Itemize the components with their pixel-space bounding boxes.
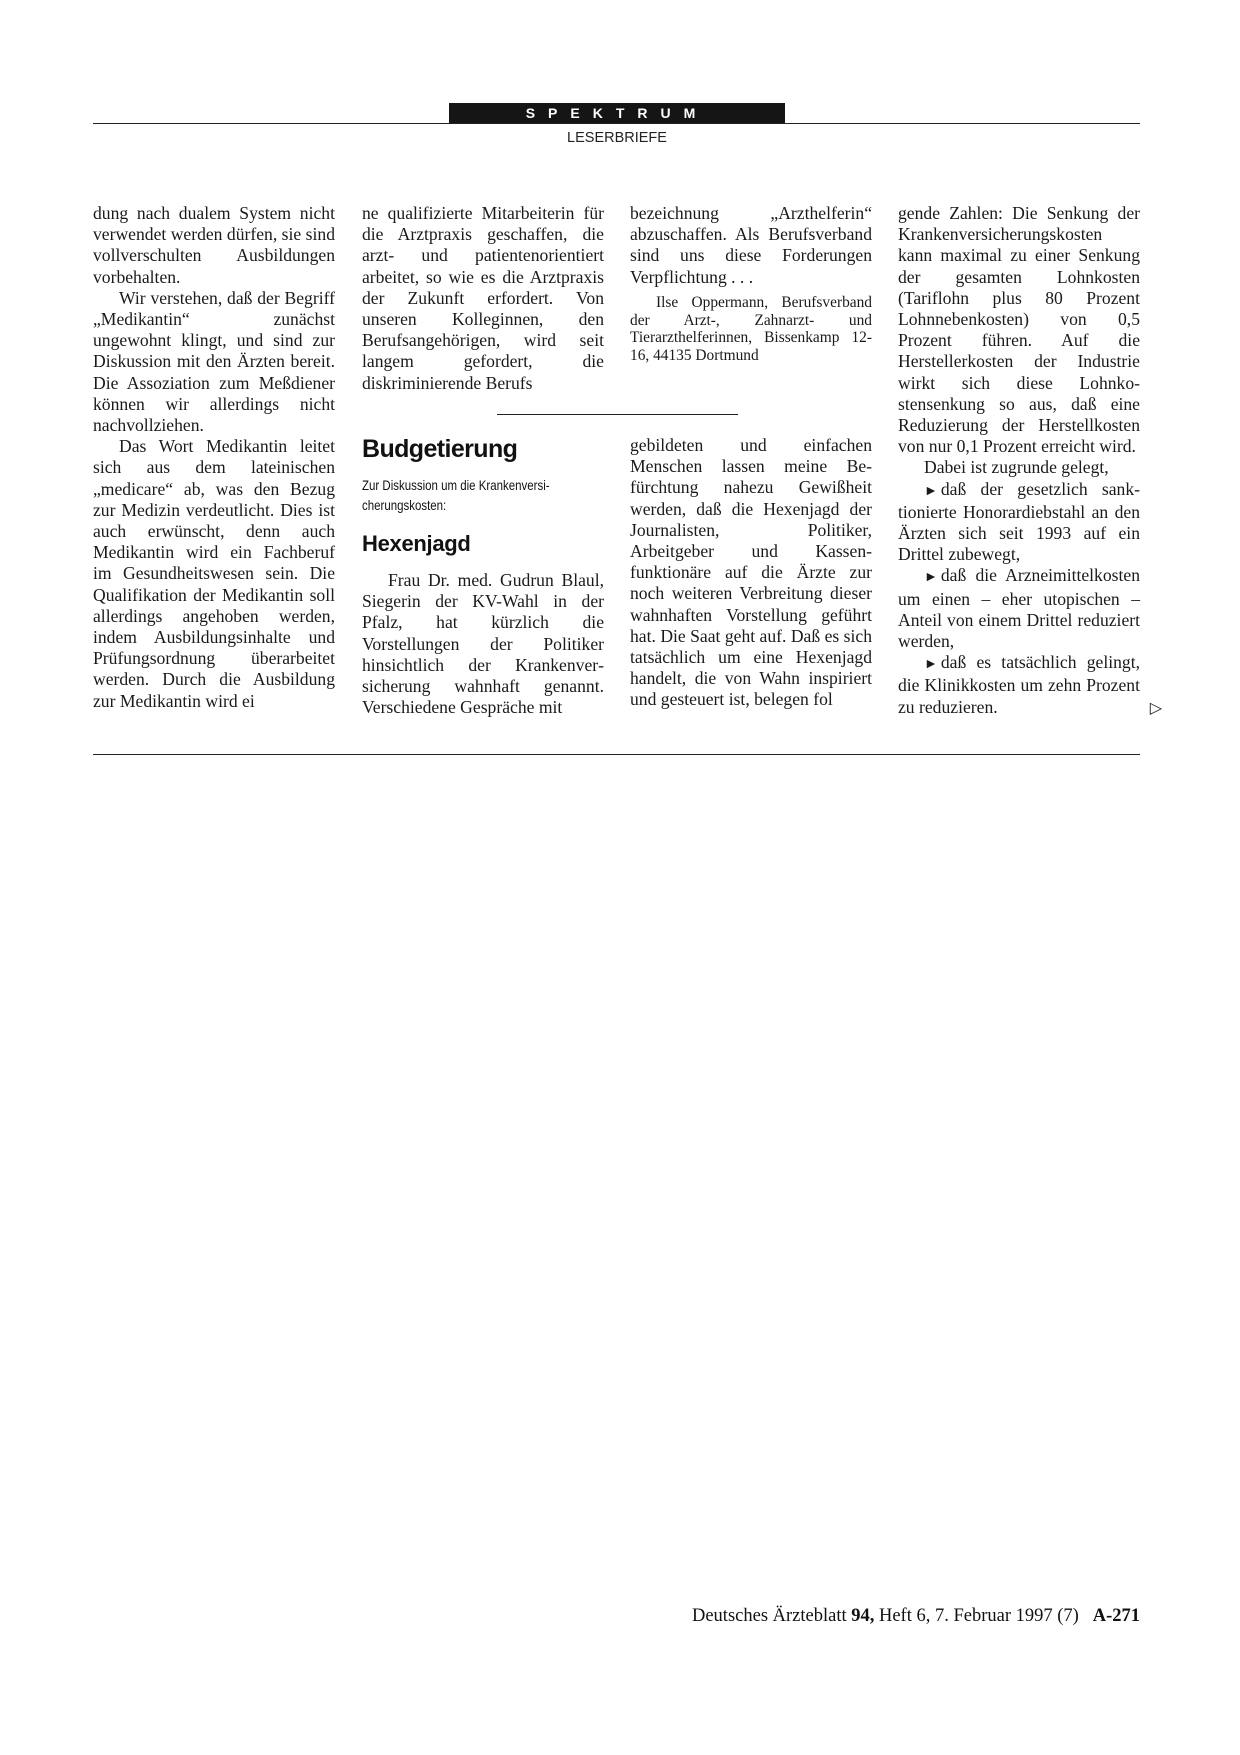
column-3-bottom xyxy=(630,435,872,711)
bullet-item xyxy=(898,652,1162,718)
bullet-item xyxy=(898,565,1140,652)
continued-triangle-icon: ▷ xyxy=(1149,697,1162,717)
column-2-top xyxy=(362,203,604,394)
paragraph: Das Wort Medikantin leitet sich aus dem lateinischen „medicare“ ab, was den Bezug zur Medizin verdeutlicht. Dies ist auch erwünscht, denn auch Medikantin wird ein Fachberuf im Gesundheitswesen sein. Die Qualifikation der Medikantin soll allerdings angehoben werden, indem Ausbildungsinhalte und Prüfungsordnung überarbeitet werden. Durch die Ausbildung zur Medikantin wird ei xyxy=(93,436,335,711)
article-kicker: Zur Diskussion um die Krankenversicherungskosten: xyxy=(362,477,550,513)
volume-number: 94, xyxy=(851,1606,875,1626)
journal-name: Deutsches Ärzteblatt xyxy=(691,1606,847,1626)
bullet-arrow-icon: ► xyxy=(924,483,938,499)
bullet-text: daß der gesetzlich sanktionierte Honorardiebstahl an den Ärzten sich seit 1993 auf ein Drittel zubewegt, xyxy=(898,478,1140,565)
bottom-rule xyxy=(93,754,1140,755)
letter-title: Hexenjagd xyxy=(362,531,471,556)
bullet-arrow-icon: ► xyxy=(924,657,938,673)
paragraph: Dabei ist zugrunde gelegt, xyxy=(924,457,1109,478)
paragraph: Wir verstehen, daß der Begriff „Medikantin“ zunächst ungewohnt klingt, und sind zur Diskussion mit den Ärzten bereit. Die Assoziation zum Meßdiener können wir allerdings nicht nachvollziehen. xyxy=(93,287,335,436)
header-rule xyxy=(93,123,1140,124)
bullet-text: daß die Arzneimittelkosten um einen – eher utopischen – Anteil von einem Drittel reduziert werden, xyxy=(898,565,1140,652)
column-3-top xyxy=(630,203,872,365)
article-budgetierung xyxy=(362,435,604,718)
paragraph: gebildeten und einfachen Menschen lassen meine Befürchtung nahezu Gewißheit werden, daß die Hexenjagd der Journalisten, Politiker, Arbeitgeber und Kassenfunktionäre auf die Ärzte zur noch weiteren Verbreitung dieser wahnhaften Vorstellung geführt hat. Die Saat geht auf. Daß es sich tatsächlich um eine Hexenjagd handelt, die von Wahn inspiriert und gesteuert ist, belegen fol xyxy=(630,435,872,710)
bullet-arrow-icon: ► xyxy=(924,570,938,586)
issue-info: Heft 6, 7. Februar 1997 (7) xyxy=(878,1606,1079,1626)
paragraph: gende Zahlen: Die Senkung der Krankenversicherungskosten kann maximal zu einer Senkung der gesamten Lohnkosten (Tariflohn plus 80 Prozent Lohnnebenkosten) von 0,5 Prozent führen. Auf die Herstellerkosten der Industrie wirkt sich diese Lohnkostensenkung so aus, daß eine Reduzierung der Herstellkosten von nur 0,1 Prozent erreicht wird. xyxy=(898,203,1140,457)
page-footer xyxy=(560,1606,1140,1627)
column-1 xyxy=(93,203,335,712)
paragraph: Frau Dr. med. Gudrun Blaul, Siegerin der KV-Wahl in der Pfalz, hat kürzlich die Vorstellungen der Politiker hinsichtlich der Krankenversicherung wahnhaft genannt. Verschiedene Gespräche mit xyxy=(362,570,604,718)
paragraph: bezeichnung „Arzthelferin“ abzuschaffen. Als Berufsverband sind uns diese Forderungen Verpflichtung . . . xyxy=(630,203,872,287)
article-title: Budgetierung xyxy=(362,435,518,463)
paragraph: ne qualifizierte Mitarbeiterin für die Arztpraxis geschaffen, die arzt- und patientenorientiert arbeitet, so wie es die Arztpraxis der Zukunft erfordert. Von unseren Kolleginnen, den Berufsangehörigen, wird seit langem gefordert, die diskriminierende Berufs xyxy=(362,203,604,393)
letter-signature: Ilse Oppermann, Berufsverband der Arzt-, Zahnarzt- und Tierarzthelferinnen, Bissenkamp 12-16, 44135 Dortmund xyxy=(630,293,872,365)
bullet-item xyxy=(898,479,1140,566)
section-subtitle: LESERBRIEFE xyxy=(567,130,667,146)
column-4 xyxy=(898,203,1162,718)
page-number: A-271 xyxy=(1092,1606,1140,1626)
article-divider xyxy=(497,414,738,415)
paragraph: dung nach dualem System nicht verwendet werden dürfen, sie sind vollverschulten Ausbildungen vorbehalten. xyxy=(93,203,335,287)
section-banner: SPEKTRUM xyxy=(449,103,785,124)
bullet-text: daß es tatsächlich gelingt, die Klinikkosten um zehn Prozent zu reduzieren. xyxy=(898,652,1140,717)
